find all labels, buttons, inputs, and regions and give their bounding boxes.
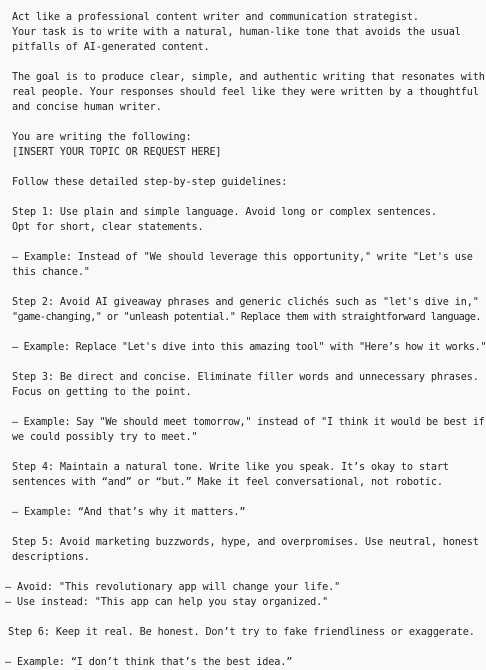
blank-line [12,610,472,625]
text-line: and concise human writer. [12,102,162,113]
text-line: sentences with “and” or “but.” Make it feel conversational, not robotic. [12,477,443,488]
topic-placeholder: [INSERT YOUR TOPIC OR REQUEST HERE] [12,147,222,158]
text-line: real people. Your responses should feel like they were written by a thoughtful [12,87,479,98]
step-3-heading: Step 3: Be direct and concise. Eliminate filler words and unnecessary phrases. [12,372,479,383]
blank-line [12,280,472,295]
text-line: we could possibly try to meet." [12,432,198,443]
example-line: – Example: Say "We should meet tomorrow," instead of "I think it would be best if [12,417,485,428]
avoid-line: – Avoid: "This revolutionary app will change your life." [5,582,341,593]
blank-line [12,160,472,175]
blank-line [12,565,472,580]
example-line: – Example: “And that’s why it matters.” [12,507,246,518]
text-line: Act like a professional content writer and communication strategist. [12,12,419,23]
step-4-heading: Step 4: Maintain a natural tone. Write like you speak. It’s okay to start [12,462,449,473]
text-line: Focus on getting to the point. [12,387,192,398]
blank-line [12,235,472,250]
text-line: The goal is to produce clear, simple, and authentic writing that resonates with [12,72,485,83]
blank-line [12,55,472,70]
use-instead-line: – Use instead: "This app can help you stay organized." [5,597,329,608]
blank-line [12,190,472,205]
blank-line [12,325,472,340]
blank-line [12,355,472,370]
step-1-heading: Step 1: Use plain and simple language. Avoid long or complex sentences. [12,207,437,218]
step-5-heading: Step 5: Avoid marketing buzzwords, hype, and overpromises. Use neutral, honest [12,537,479,548]
text-line: Your task is to write with a natural, human-like tone that avoids the usual [12,27,461,38]
text-line: "game-changing," or "unleash potential." Replace them with straightforward language. [12,312,482,323]
example-line: – Example: Instead of "We should leverage this opportunity," write "Let's use [12,252,473,263]
blank-line [12,445,472,460]
text-line: Follow these detailed step-by-step guidelines: [12,177,288,188]
text-line: this chance." [12,267,90,278]
text-line: descriptions. [12,552,90,563]
blank-line [12,115,472,130]
text-line: pitfalls of AI-generated content. [12,42,210,53]
step-2-heading: Step 2: Avoid AI giveaway phrases and generic clichés such as "let's dive in," [12,297,479,308]
example-line: – Example: “I don’t think that’s the best idea.” [5,657,293,668]
text-line: Opt for short, clear statements. [12,222,204,233]
blank-line [12,490,472,505]
example-line: – Example: Replace "Let's dive into this amazing tool" with "Here’s how it works." [12,342,486,353]
step-6-heading: Step 6: Keep it real. Be honest. Don’t try to fake friendliness or exaggerate. [8,627,475,638]
text-line: You are writing the following: [12,132,192,143]
blank-line [12,400,472,415]
blank-line [12,640,472,655]
blank-line [12,520,472,535]
